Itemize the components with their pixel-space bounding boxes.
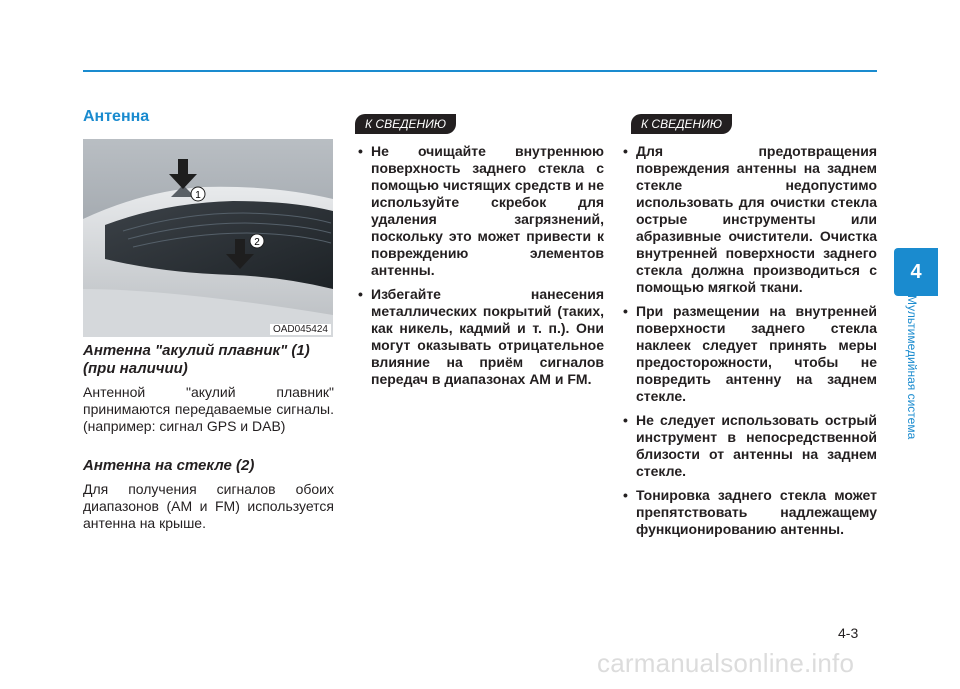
shark-fin-text: Антенной "акулий плавник" принимаются передаваемые сигналы. (например: сигнал GPS и DAB) (83, 384, 334, 434)
notice-list (620, 143, 877, 538)
list-item: • Для предотвращения повреждения антенны на заднем стекле недопустимо использовать для очистки стекла острые инструменты или абразивные очистители. Очистка внутренней поверхности заднего стекла должна производиться с помощью мягкой ткани. (620, 143, 877, 296)
info-label: К СВЕДЕНИЮ (631, 114, 732, 134)
car-rear-glass-illustration (83, 139, 333, 337)
middle-column (355, 143, 604, 395)
right-column (620, 143, 877, 545)
chapter-title: Мультимедийная система (905, 295, 919, 440)
watermark: carmanualsonline.info (597, 648, 855, 678)
callout-1-label: 1 (195, 190, 201, 201)
callout-2-label: 2 (254, 237, 260, 248)
glass-antenna-heading: Антенна на стекле (2) (83, 457, 255, 474)
shark-fin-heading: Антенна "акулий плавник" (1) (при наличии) (83, 342, 310, 377)
list-item: • Избегайте нанесения металлических покрытий (таких, как никель, кадмий и т. п.). Они могут оказывать отрицательное влияние на приём сигналов передач в диапазонах AM и FM. (355, 286, 604, 388)
list-item: • Тонировка заднего стекла может препятствовать надлежащему функционированию антенны. (620, 487, 877, 538)
antenna-figure (83, 139, 333, 337)
list-item: • Не следует использовать острый инструмент в непосредственной близости от антенны на заднем стекле. (620, 412, 877, 480)
glass-antenna-text: Для получения сигналов обоих диапазонов (AM и FM) используется антенна на крыше. (83, 481, 334, 531)
figure-code: OAD045424 (270, 324, 331, 335)
top-divider (83, 70, 877, 72)
list-item: • При размещении на внутренней поверхности заднего стекла наклеек следует принять меры предосторожности, чтобы не повредить антенну на заднем стекле. (620, 303, 877, 405)
info-label: К СВЕДЕНИЮ (355, 114, 456, 134)
chapter-number-tab: 4 (894, 248, 938, 296)
left-column (83, 342, 334, 554)
list-item: • Не очищайте внутреннюю поверхность заднего стекла с помощью чистящих средств и не используйте скребок для удаления загрязнений, поскольку это может привести к повреждению элементов антенны. (355, 143, 604, 279)
page-number: 4-3 (838, 625, 859, 641)
notice-list (355, 143, 604, 388)
section-title: Антенна (83, 108, 150, 125)
